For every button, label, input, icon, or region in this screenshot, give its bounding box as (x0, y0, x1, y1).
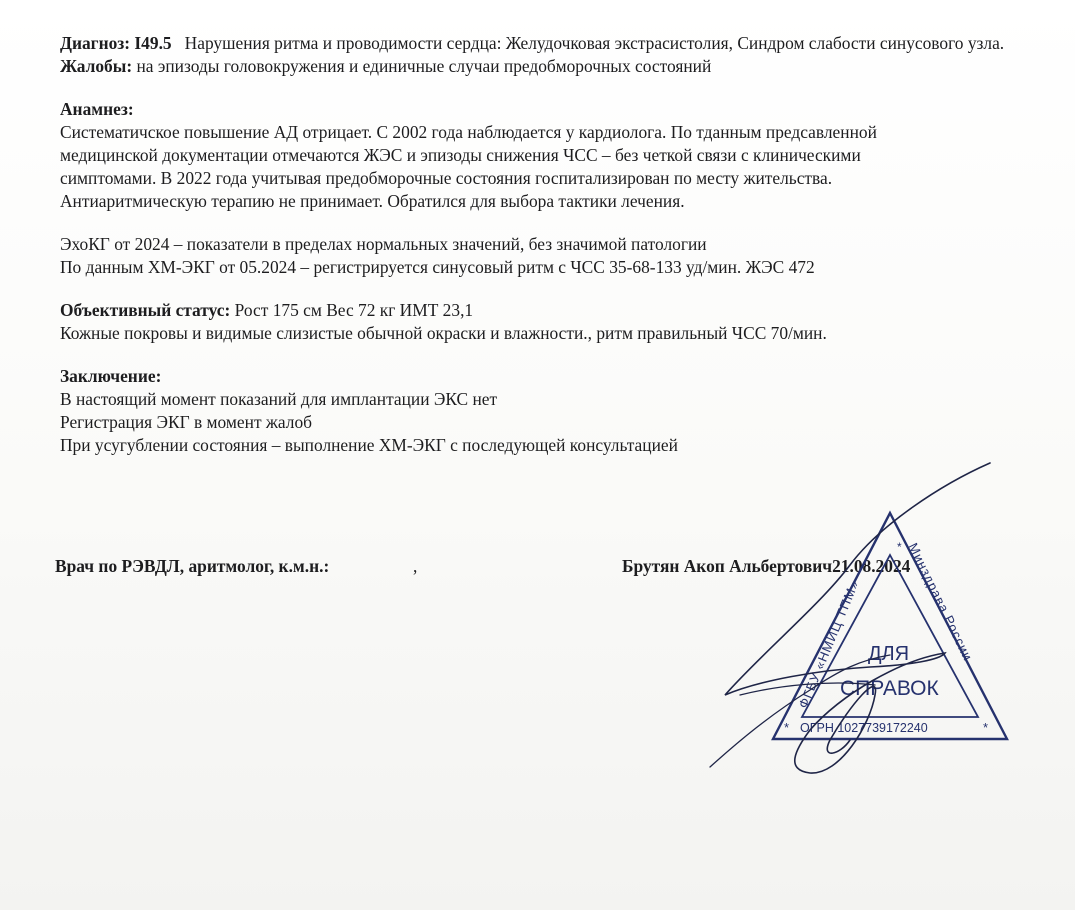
spacer (60, 78, 1050, 98)
objective-status-label: Объективный статус: (60, 300, 231, 320)
objective-status-text: Рост 175 см Вес 72 кг ИМТ 23,1 (234, 300, 474, 320)
anamnesis-heading: Анамнез: (60, 99, 134, 119)
spacer (60, 279, 1050, 299)
conclusion-line-3: При усугублении состояния – выполнение ХМ-ЭКГ с последующей консультацией (60, 435, 678, 455)
anamnesis-line-4: Антиаритмическую терапию не принимает. Обратился для выбора тактики лечения. (60, 191, 685, 211)
stamp-bottom-text: ОГРН 1027739172240 (800, 721, 928, 735)
stamp-left-text: ФГБУ «НМИЦ ТПМ» (795, 577, 862, 711)
stamp-star-top: * (897, 540, 902, 554)
objective-status-paragraph (60, 299, 1050, 322)
doctor-name: Брутян Акоп Альбертович (622, 556, 833, 576)
signature-scribble-2 (710, 655, 890, 767)
stamp-star-left: * (784, 720, 790, 735)
objective-status-line-2: Кожные покровы и видимые слизистые обычной окраски и влажности., ритм правильный ЧСС 70/мин. (60, 323, 827, 343)
anamnesis-line-2: медицинской документации отмечаются ЖЭС и эпизоды снижения ЧСС – без четкой связи с клиническими (60, 145, 861, 165)
conclusion-line-2: Регистрация ЭКГ в момент жалоб (60, 412, 313, 432)
holter-line: По данным ХМ-ЭКГ от 05.2024 – регистрируется синусовый ритм с ЧСС 35-68-133 уд/мин. ЖЭС 472 (60, 257, 815, 277)
document-body (60, 32, 1050, 457)
conclusion-label: Заключение: (60, 366, 162, 386)
diagnosis-label: Диагноз: I49.5 (60, 33, 172, 53)
echo-line: ЭхоКГ от 2024 – показатели в пределах нормальных значений, без значимой патологии (60, 234, 707, 254)
conclusion-line-1: В настоящий момент показаний для имплантации ЭКС нет (60, 389, 498, 409)
spacer (60, 345, 1050, 365)
conclusion-heading (60, 365, 1050, 388)
spacer (60, 213, 1050, 233)
stamp-and-signature (700, 455, 1010, 785)
anamnesis-line-1: Систематичское повышение АД отрицает. С 2002 года наблюдается у кардиолога. По тданным предсавленной (60, 122, 877, 142)
complaints-label: Жалобы: (60, 56, 133, 76)
stamp-star-right: * (983, 720, 989, 735)
stamp-center-line1: ДЛЯ (868, 643, 910, 665)
complaints-paragraph (60, 55, 1050, 78)
stamp-right-text: Минздрава России (905, 540, 976, 664)
signature-date: 21.08.2024 (832, 556, 911, 576)
diagnosis-text: Нарушения ритма и проводимости сердца: Желудочковая экстрасистолия, Синдром слабости синусового узла. (184, 33, 1005, 53)
diagnosis-paragraph (60, 32, 1050, 55)
signature-tick: , (413, 556, 418, 576)
doctor-title: Врач по РЭВДЛ, аритмолог, к.м.н.: (55, 556, 330, 576)
anamnesis-line-3: симптомами. В 2022 года учитывая предобморочные состояния госпитализирован по месту жительства. (60, 168, 833, 188)
complaints-text: на эпизоды головокружения и единичные случаи предобморочных состояний (136, 56, 712, 76)
stamp-center-line2: СПРАВОК (840, 677, 939, 700)
